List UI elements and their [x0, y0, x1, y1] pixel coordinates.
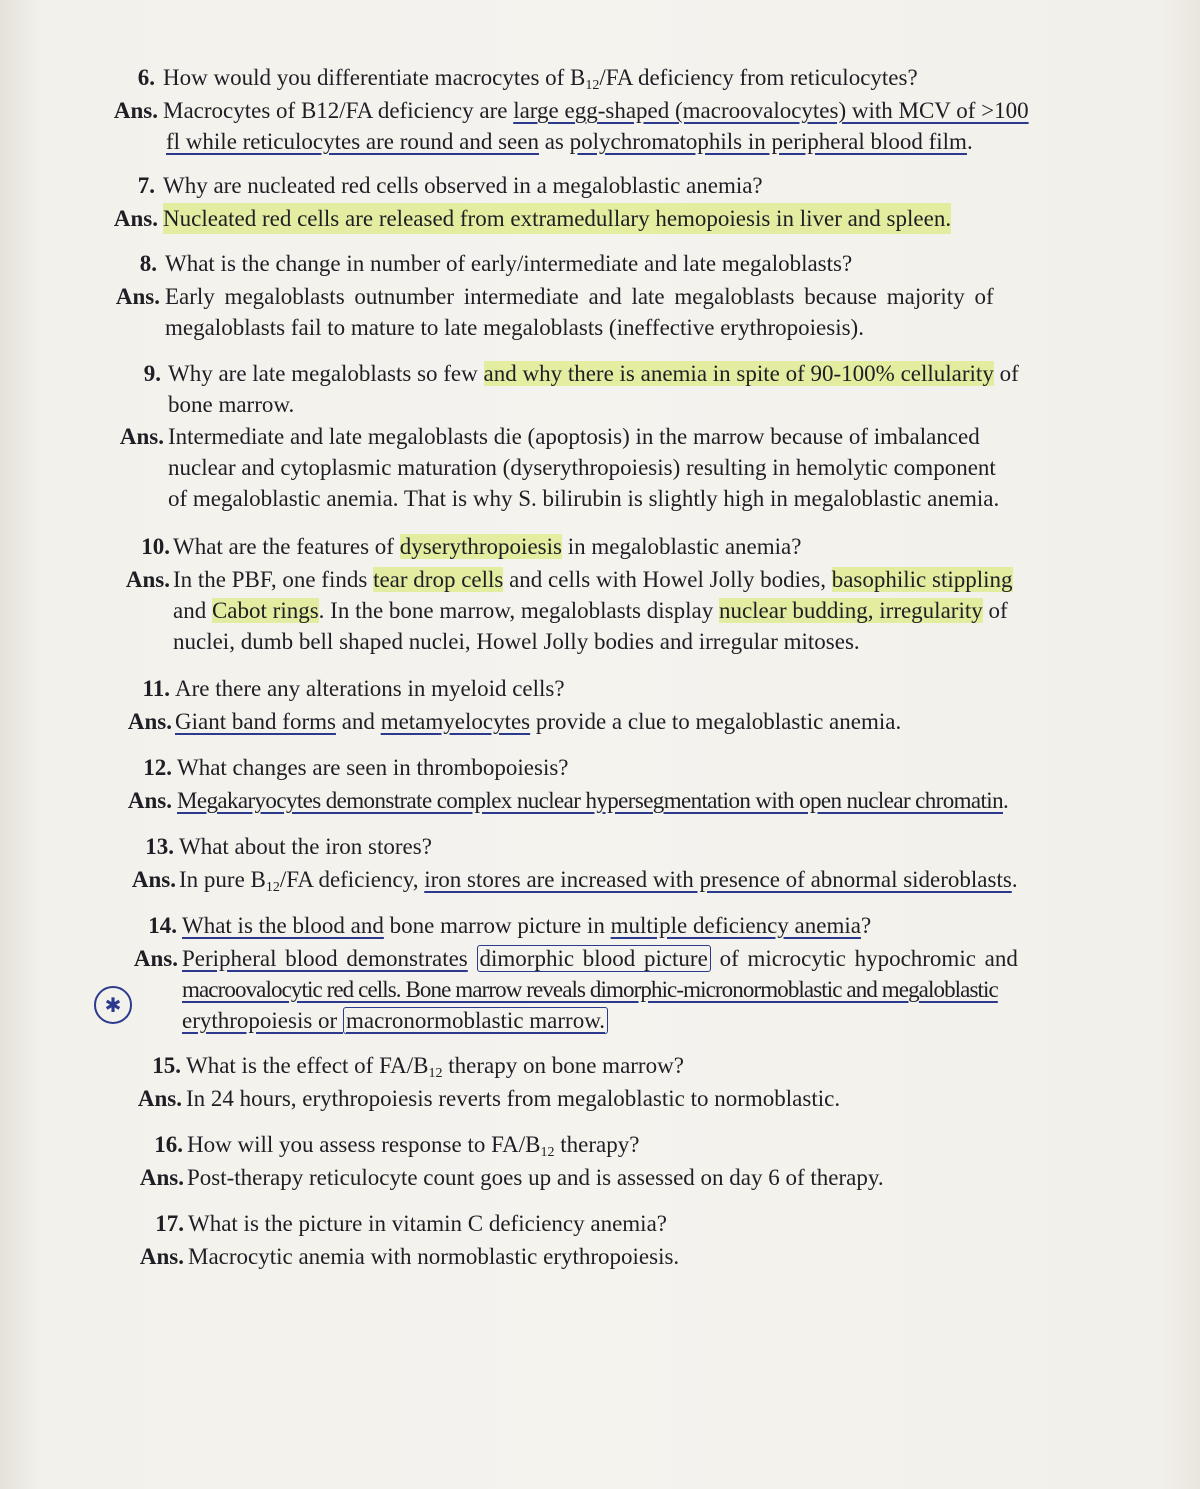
boxed-text: macronormoblastic marrow.	[343, 1007, 608, 1034]
question-number: 10.	[141, 534, 170, 559]
underlined-text: Megakaryocytes demonstrate complex nuclear hypersegmentation with open nuclear chromatin	[177, 788, 1003, 813]
answer-text: In 24 hours, erythropoiesis reverts from megaloblastic to normoblastic.	[186, 1086, 841, 1111]
underlined-text: erythropoiesis or	[182, 1008, 343, 1033]
underlined-text: large egg-shaped (macroovalocytes) with MCV of >100	[513, 98, 1029, 123]
question-text: Why are late megaloblasts so few and why there is anemia in spite of 90-100% cellularity of	[168, 361, 1019, 386]
answer-label: Ans.	[137, 1086, 182, 1111]
answer-text-continued: of megaloblastic anemia. That is why S. bilirubin is slightly high in megaloblastic anemia.	[168, 486, 1000, 511]
answer-label: Ans.	[115, 284, 160, 309]
qa-item-15	[124, 1050, 1164, 1114]
answer-label: Ans.	[113, 98, 158, 123]
qa-item-17	[126, 1208, 1166, 1272]
answer-text-continued: macroovalocytic red cells. Bone marrow reveals dimorphic-micronormoblastic and megaloblastic	[182, 977, 998, 1002]
qa-item-16	[126, 1129, 1166, 1193]
qa-item-7	[100, 170, 1140, 234]
highlighted-text: nuclear budding, irregularity	[718, 598, 983, 623]
highlighted-text: and why there is anemia in spite of 90-100% cellularity	[483, 361, 994, 386]
question-text: Why are nucleated red cells observed in a megaloblastic anemia?	[163, 173, 763, 198]
question-text: How would you differentiate macrocytes of $B_{12}/FA$ deficiency from reticulocytes?	[163, 65, 918, 93]
answer-text-continued: fl while reticulocytes are round and seen as polychromatophils in peripheral blood film.	[166, 129, 973, 154]
question-text-continued: bone marrow.	[168, 392, 295, 417]
answer-text: Nucleated red cells are released from extramedullary hemopoiesis in liver and spleen.	[163, 203, 951, 234]
answer-text-continued: nuclei, dumb bell shaped nuclei, Howel Jolly bodies and irregular mitoses.	[173, 629, 860, 654]
question-number: 17.	[155, 1211, 184, 1236]
answer-text-continued: megaloblasts fail to mature to late megaloblasts (ineffective erythropoiesis).	[165, 315, 864, 340]
question-number: 8.	[139, 251, 157, 276]
answer-text: Giant band forms and metamyelocytes provide a clue to megaloblastic anemia.	[175, 709, 902, 734]
answer-text: Peripheral blood demonstrates dimorphic blood picture of microcytic hypochromic and	[182, 946, 1018, 971]
question-text: What are the features of dyserythropoiesis in megaloblastic anemia?	[173, 534, 802, 559]
question-text: What changes are seen in thrombopoiesis?	[177, 755, 569, 780]
qa-item-6	[100, 62, 1140, 157]
answer-text: Intermediate and late megaloblasts die (apoptosis) in the marrow because of imbalanced	[168, 424, 980, 449]
margin-star-mark: ✱	[94, 986, 132, 1024]
question-number: 9.	[143, 361, 161, 386]
question-text: How will you assess response to $FA/B_{12}$ therapy?	[187, 1132, 640, 1160]
question-number: 16.	[154, 1132, 183, 1157]
question-text: What is the picture in vitamin C deficiency anemia?	[188, 1211, 667, 1236]
question-number: 15.	[152, 1053, 181, 1078]
answer-label: Ans.	[127, 709, 172, 734]
answer-text: Post-therapy reticulocyte count goes up and is assessed on day 6 of therapy.	[187, 1165, 884, 1190]
underlined-text: multiple deficiency anemia	[610, 913, 861, 938]
highlighted-text: dyserythropoiesis	[399, 534, 562, 559]
underlined-text: iron stores are increased with presence of abnormal sideroblasts	[424, 867, 1012, 892]
answer-label: Ans.	[125, 567, 170, 592]
answer-label: Ans.	[119, 424, 164, 449]
answer-text: In pure $B_{12}/FA$ deficiency, iron stores are increased with presence of abnormal sideroblasts.	[179, 867, 1018, 895]
qa-item-8	[102, 248, 1142, 343]
question-text: What is the change in number of early/intermediate and late megaloblasts?	[165, 251, 853, 276]
underlined-text: Peripheral blood demonstrates	[182, 946, 468, 971]
question-number: 6.	[137, 65, 155, 90]
question-text: What is the effect of $FA/B_{12}$ therapy on bone marrow?	[186, 1053, 684, 1081]
question-text: Are there any alterations in myeloid cells?	[175, 676, 565, 701]
answer-text-continued	[182, 1005, 608, 1036]
qa-item-10	[112, 531, 1152, 657]
qa-item-12	[114, 752, 1154, 816]
highlighted-text: tear drop cells	[373, 567, 504, 592]
answer-label: Ans.	[133, 946, 178, 971]
question-number: 7.	[137, 173, 155, 198]
question-number: 14.	[148, 913, 177, 938]
underlined-text: metamyelocytes	[380, 709, 531, 734]
boxed-text: dimorphic blood picture	[477, 945, 711, 972]
qa-item-14	[120, 910, 1160, 1036]
question-number: 11.	[142, 676, 170, 701]
underlined-text: polychromatophils in peripheral blood film	[569, 129, 967, 154]
underlined-text: Giant band forms	[175, 709, 336, 734]
qa-item-13	[118, 831, 1158, 895]
qa-item-9	[106, 358, 1146, 514]
answer-label: Ans.	[139, 1244, 184, 1269]
underlined-text: fl while reticulocytes are round and seen	[166, 129, 539, 154]
answer-text: Macrocytes of B12/FA deficiency are large egg-shaped (macroovalocytes) with MCV of >100	[163, 98, 1029, 123]
answer-label: Ans.	[139, 1165, 184, 1190]
question-number: 13.	[145, 834, 174, 859]
highlighted-text: basophilic stippling	[831, 567, 1013, 592]
answer-text-continued: and Cabot rings. In the bone marrow, megaloblasts display nuclear budding, irregularity of	[173, 598, 1008, 623]
answer-label: Ans.	[131, 867, 176, 892]
answer-text: Early megaloblasts outnumber intermediate and late megaloblasts because majority of	[165, 284, 994, 309]
underlined-text: What is the blood and	[182, 913, 384, 938]
qa-item-11	[114, 673, 1154, 737]
highlighted-text: Cabot rings	[211, 598, 319, 623]
question-text: What is the blood and bone marrow picture in multiple deficiency anemia?	[182, 913, 872, 938]
answer-label: Ans.	[127, 788, 172, 813]
question-number: 12.	[143, 755, 172, 780]
answer-text: In the PBF, one finds tear drop cells and cells with Howel Jolly bodies, basophilic stippling	[173, 567, 1013, 592]
answer-text: Megakaryocytes demonstrate complex nuclear hypersegmentation with open nuclear chromatin.	[177, 788, 1009, 813]
answer-text-continued: nuclear and cytoplasmic maturation (dyserythropoiesis) resulting in hemolytic component	[168, 455, 996, 480]
question-text: What about the iron stores?	[179, 834, 432, 859]
answer-text: Macrocytic anemia with normoblastic erythropoiesis.	[188, 1244, 680, 1269]
answer-label: Ans.	[113, 206, 158, 231]
